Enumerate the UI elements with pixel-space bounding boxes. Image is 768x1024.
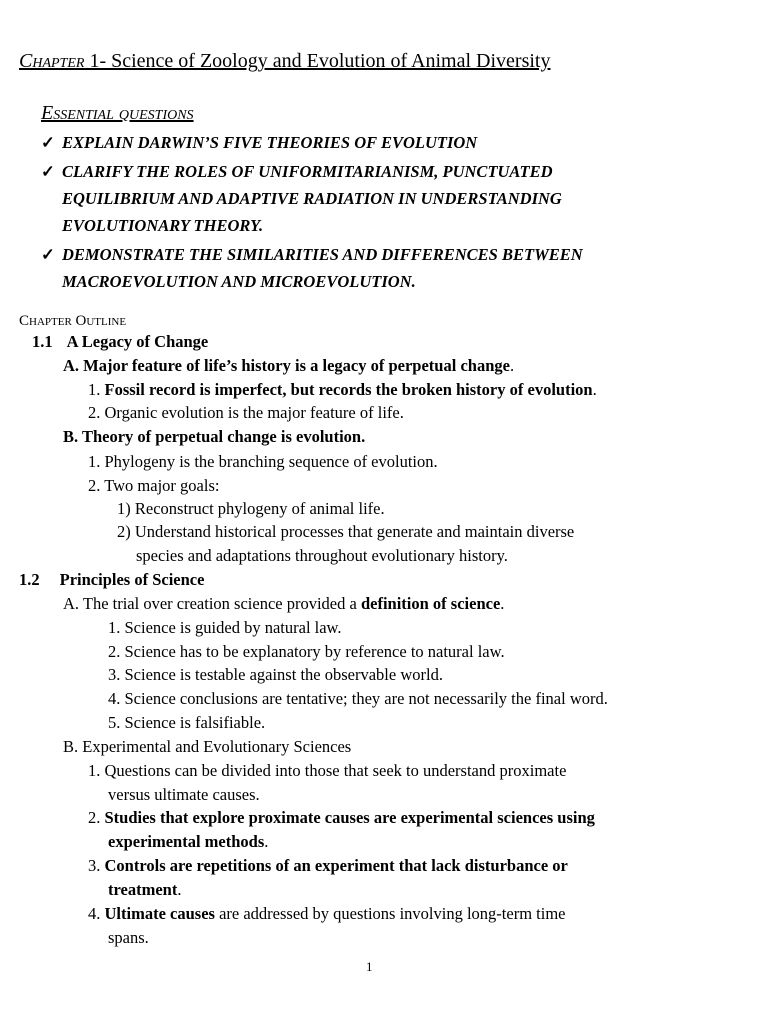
section-number: 1.2 xyxy=(19,570,40,589)
item-bold-text: definition of science xyxy=(360,594,501,613)
item-period: . xyxy=(509,356,515,375)
item-text: Science conclusions are tentative; they are not necessarily the final word. xyxy=(124,689,608,708)
outline-item-1-1-b-2-2: 2) Understand historical processes that generate and maintain diverse xyxy=(117,522,575,541)
chapter-outline-heading: Chapter Outline xyxy=(19,313,127,329)
essential-question-2 xyxy=(41,158,562,239)
outline-item-1-2-a-1 xyxy=(108,616,342,640)
item-number: 2. xyxy=(88,808,101,827)
outline-item-1-1-a-2 xyxy=(88,401,404,425)
outline-item-1-2-a xyxy=(63,592,504,616)
item-period: . xyxy=(592,380,597,399)
item-number: 5. xyxy=(108,713,121,732)
section-title: Principles of Science xyxy=(59,570,205,589)
outline-item-1-1-b-2-2-cont: species and adaptations throughout evolutionary history. xyxy=(136,546,508,565)
essential-questions-heading: Essential questions xyxy=(41,102,194,124)
outline-item-1-2-b: B. Experimental and Evolutionary Sciences xyxy=(63,737,352,756)
question-text-line: MACROEVOLUTION AND MICROEVOLUTION. xyxy=(62,272,416,291)
outline-item-1-2-b-2-cont xyxy=(108,830,268,854)
checkmark-icon: ✓ xyxy=(41,245,55,264)
outline-item-1-2-b-4 xyxy=(88,902,566,926)
item-number: 3. xyxy=(88,856,101,875)
chapter-title-text: 1- Science of Zoology and Evolution of Animal Diversity xyxy=(84,50,551,72)
question-text: EXPLAIN DARWIN’S FIVE THEORIES OF EVOLUTION xyxy=(62,133,478,152)
essential-question-3 xyxy=(41,241,583,295)
item-bold-text: Ultimate causes xyxy=(104,904,215,923)
outline-item-1-1-a xyxy=(63,354,514,378)
outline-item-1-2-a-3 xyxy=(108,663,443,687)
item-number: 2. xyxy=(88,403,101,422)
item-text: A. Major feature of life’s history is a legacy of perpetual change xyxy=(63,356,510,375)
item-text: Two major goals: xyxy=(104,476,220,495)
outline-item-1-2-b-1 xyxy=(88,759,566,783)
essential-question-1 xyxy=(41,129,477,156)
item-number: 2. xyxy=(88,476,101,495)
item-number: 4. xyxy=(108,689,121,708)
outline-item-1-1-a-1 xyxy=(88,378,597,402)
item-text: A. The trial over creation science provided a xyxy=(63,594,361,613)
outline-item-1-2-b-3-cont xyxy=(108,878,181,902)
checkmark-icon: ✓ xyxy=(41,162,55,181)
item-text: experimental methods xyxy=(108,832,265,851)
section-1-1-heading xyxy=(32,330,208,354)
section-1-2-heading xyxy=(19,568,204,592)
outline-item-1-2-a-5 xyxy=(108,711,265,735)
page-number: 1 xyxy=(366,959,373,974)
outline-item-1-1-b-1 xyxy=(88,450,438,474)
item-text: Science has to be explanatory by reference to natural law. xyxy=(124,642,505,661)
outline-item-1-2-b-1-cont: versus ultimate causes. xyxy=(108,785,260,804)
item-text: treatment xyxy=(108,880,178,899)
item-text: Controls are repetitions of an experiment that lack disturbance or xyxy=(104,856,568,875)
item-text: Studies that explore proximate causes are experimental sciences using xyxy=(104,808,595,827)
item-number: 2. xyxy=(108,642,121,661)
question-text: CLARIFY THE ROLES OF UNIFORMITARIANISM, PUNCTUATED xyxy=(62,162,553,181)
outline-item-1-1-b: B. Theory of perpetual change is evolution. xyxy=(63,427,366,446)
item-text: are addressed by questions involving long-term time xyxy=(214,904,566,923)
item-text: Questions can be divided into those that seek to understand proximate xyxy=(104,761,567,780)
item-period: . xyxy=(500,594,505,613)
outline-item-1-1-b-2 xyxy=(88,474,219,498)
item-number: 1. xyxy=(88,380,101,399)
outline-item-1-1-b-2-1: 1) Reconstruct phylogeny of animal life. xyxy=(117,499,385,518)
item-text: Organic evolution is the major feature of life. xyxy=(104,403,404,422)
chapter-word: Chapter xyxy=(19,50,85,72)
item-period: . xyxy=(177,880,182,899)
section-number: 1.1 xyxy=(32,332,53,351)
outline-item-1-2-b-2 xyxy=(88,806,595,830)
item-number: 1. xyxy=(88,452,101,471)
item-period: . xyxy=(264,832,269,851)
outline-item-1-2-a-4 xyxy=(108,687,608,711)
question-text: DEMONSTRATE THE SIMILARITIES AND DIFFERENCES BETWEEN xyxy=(62,245,583,264)
item-number: 1. xyxy=(88,761,101,780)
item-text: Science is falsifiable. xyxy=(124,713,266,732)
outline-item-1-2-a-2 xyxy=(108,640,505,664)
checkmark-icon: ✓ xyxy=(41,133,55,152)
item-number: 3. xyxy=(108,665,121,684)
outline-item-1-2-b-3 xyxy=(88,854,568,878)
outline-item-1-2-b-4-cont: spans. xyxy=(108,928,149,947)
item-text: Science is guided by natural law. xyxy=(120,618,342,637)
item-number: 1. xyxy=(108,618,121,637)
item-number: 4. xyxy=(88,904,101,923)
item-text: Fossil record is imperfect, but records the broken history of evolution xyxy=(104,380,593,399)
question-text-line: EQUILIBRIUM AND ADAPTIVE RADIATION IN UNDERSTANDING xyxy=(62,189,562,208)
item-text: Phylogeny is the branching sequence of evolution. xyxy=(104,452,438,471)
question-text-line: EVOLUTIONARY THEORY. xyxy=(62,216,264,235)
chapter-title xyxy=(19,48,550,74)
item-text: Science is testable against the observable world. xyxy=(124,665,443,684)
section-title: A Legacy of Change xyxy=(66,332,209,351)
